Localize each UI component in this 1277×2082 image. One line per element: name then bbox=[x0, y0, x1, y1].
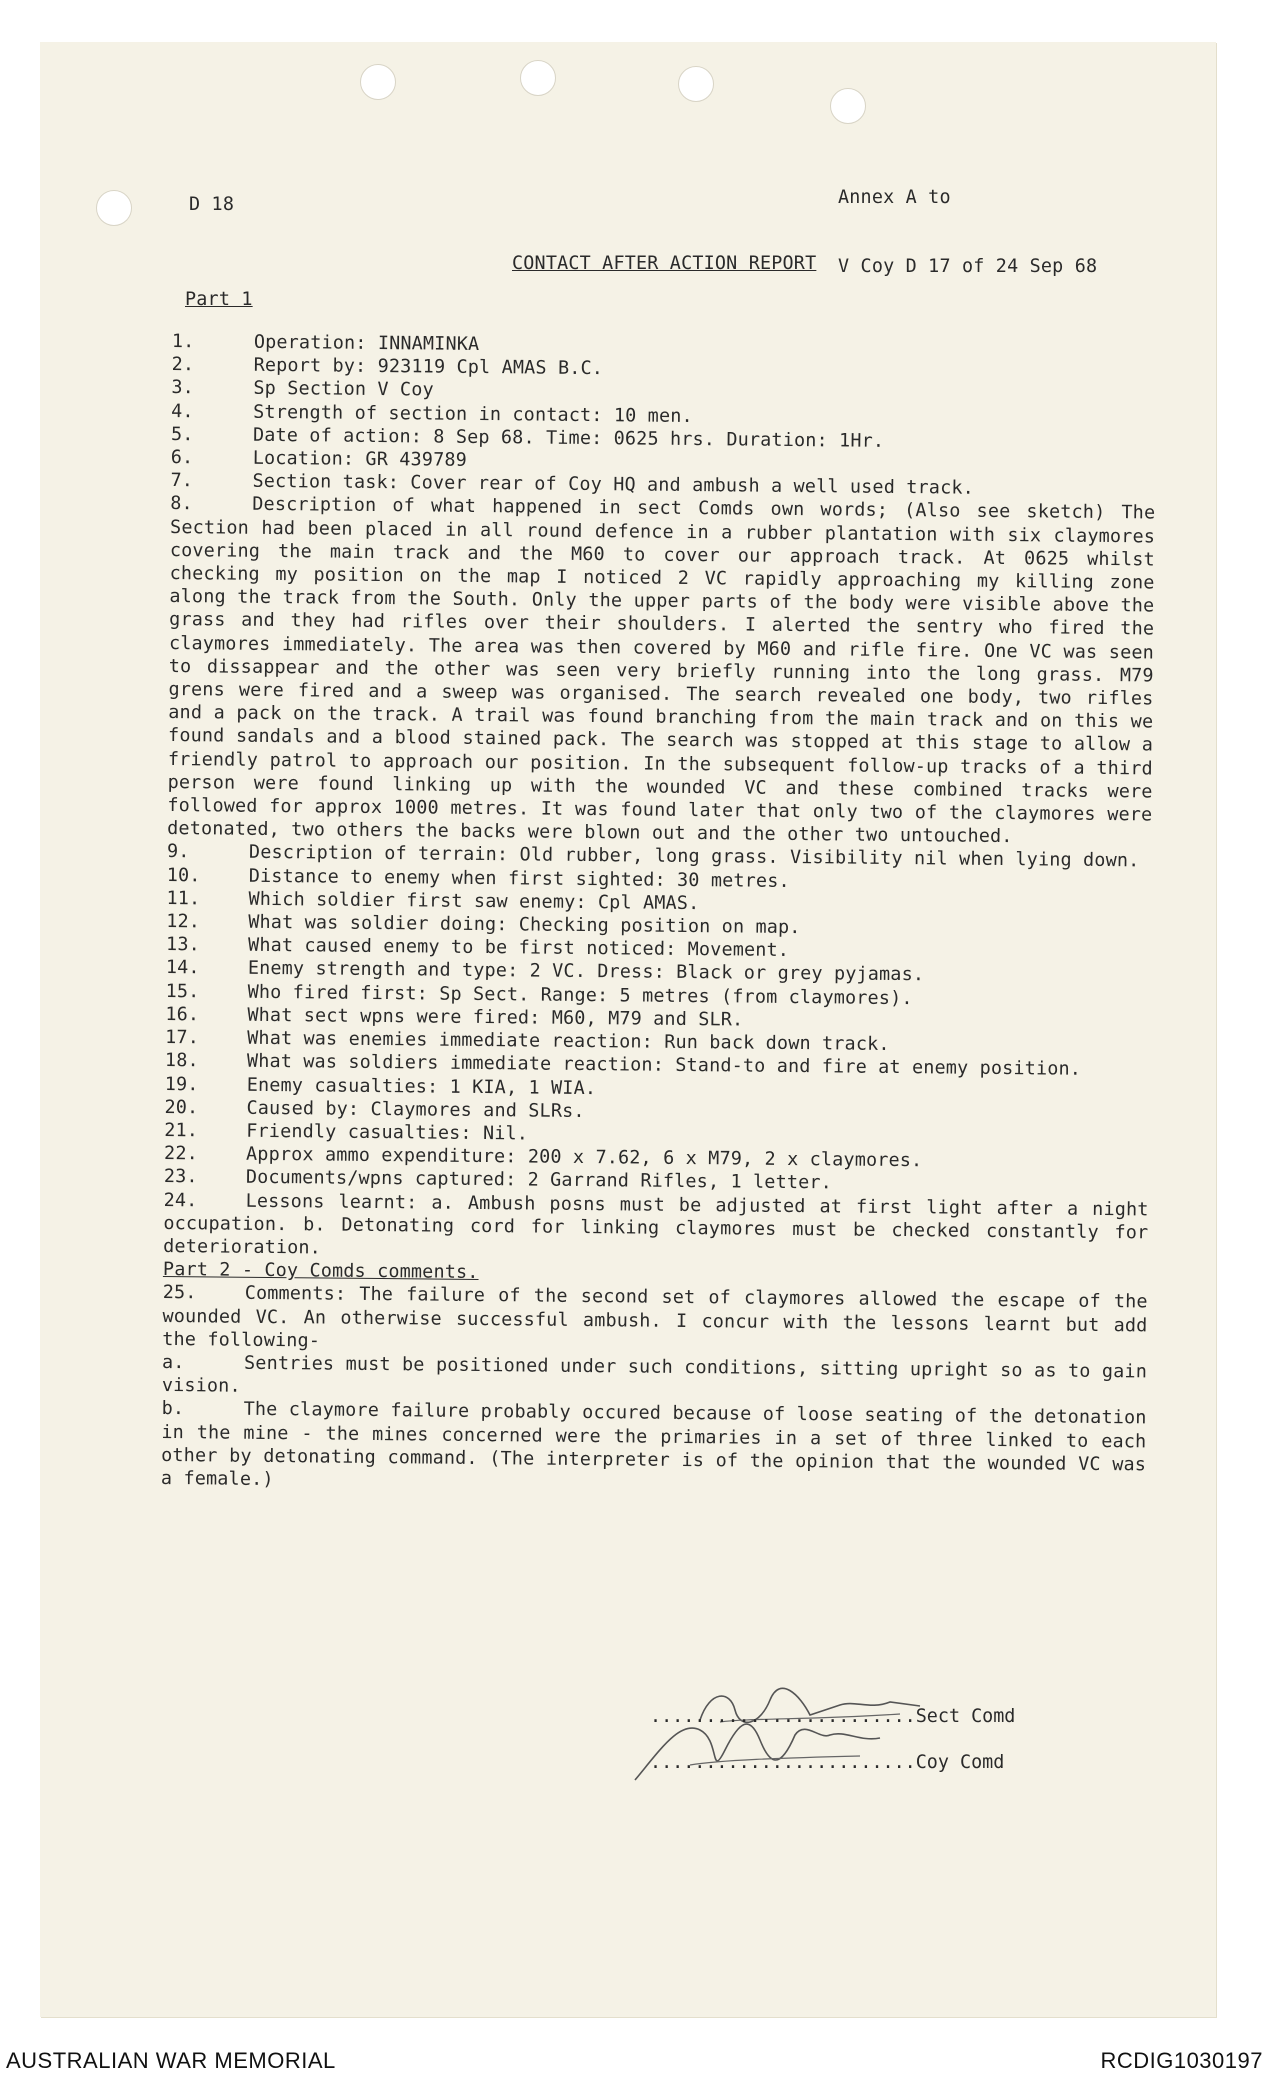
signature-block bbox=[630, 1680, 1090, 1790]
item-number: 19. bbox=[164, 1073, 199, 1095]
comment-label: a. bbox=[161, 1351, 185, 1374]
item-number: 22. bbox=[163, 1143, 199, 1165]
item-text: Friendly casualties: Nil. bbox=[246, 1120, 529, 1145]
item-number: 21. bbox=[164, 1119, 199, 1142]
archive-id: RCDIG1030197 bbox=[1100, 2048, 1263, 2073]
item-number: 15. bbox=[165, 980, 200, 1002]
item-text: Who fired first: Sp Sect. Range: 5 metres (from claymores). bbox=[247, 981, 913, 1009]
item-text: Comments: The failure of the second set of claymores allowed the escape of the wounded VC. An otherwise successful ambush. I concur with the lessons learnt but add the following- bbox=[162, 1283, 1148, 1352]
item-text: What was soldier doing: Checking position on map. bbox=[248, 911, 801, 939]
item-number: 2. bbox=[171, 354, 195, 376]
item-number: 9. bbox=[166, 841, 190, 863]
annex-line-2: V Coy D 17 of 24 Sep 68 bbox=[838, 256, 1098, 277]
item-number: 13. bbox=[165, 934, 201, 956]
item-text: What was enemies immediate reaction: Run back down track. bbox=[247, 1027, 890, 1056]
item-text: Report by: 923119 Cpl AMAS B.C. bbox=[253, 354, 604, 380]
item-text: Operation: INNAMINKA bbox=[253, 331, 480, 355]
item-text: Location: GR 439789 bbox=[252, 447, 468, 471]
item-number: 16. bbox=[165, 1003, 200, 1026]
item-text: What caused enemy to be first noticed: Movement. bbox=[247, 935, 790, 962]
item-number: 17. bbox=[165, 1027, 200, 1049]
item-number: 18. bbox=[164, 1050, 199, 1072]
item-number: 20. bbox=[164, 1096, 199, 1118]
item-24-lessons bbox=[163, 1188, 1149, 1267]
annex-line-1: Annex A to bbox=[838, 187, 951, 208]
item-text: Strength of section in contact: 10 men. bbox=[253, 401, 693, 427]
item-number: 23. bbox=[163, 1166, 198, 1188]
archive-source: AUSTRALIAN WAR MEMORIAL bbox=[6, 2048, 336, 2073]
item-number: 6. bbox=[170, 447, 194, 469]
sect-comd-line: ........................Sect Comd bbox=[650, 1706, 1016, 1727]
item-8-narrative bbox=[167, 492, 1155, 849]
punch-hole bbox=[96, 190, 132, 226]
item-number: 14. bbox=[165, 957, 200, 979]
item-text: Date of action: 8 Sep 68. Time: 0625 hrs. Duration: 1Hr. bbox=[252, 424, 885, 452]
item-text: Caused by: Claymores and SLRs. bbox=[246, 1097, 585, 1122]
item-text: Description of terrain: Old rubber, long grass. Visibility nil when lying down. bbox=[248, 842, 1140, 872]
item-number: 24. bbox=[163, 1189, 198, 1211]
item-number: 4. bbox=[171, 400, 194, 422]
report-title: CONTACT AFTER ACTION REPORT bbox=[512, 253, 817, 274]
item-number: 25. bbox=[162, 1282, 197, 1304]
comment-text: The claymore failure probably occured because of loose seating of the detonation in the mine - the mines concerned were the primaries in a set of three linked to each other by detonating command. (The interpreter is of the opinion that the wounded VC was a female.) bbox=[160, 1399, 1147, 1490]
item-text: What was soldiers immediate reaction: Stand-to and fire at enemy position. bbox=[246, 1051, 1082, 1081]
part-1-heading: Part 1 bbox=[185, 289, 253, 310]
item-number: 8. bbox=[170, 493, 193, 515]
item-25-comments bbox=[162, 1281, 1148, 1360]
coy-comd-line: ........................Coy Comd bbox=[650, 1752, 1005, 1773]
item-number: 3. bbox=[171, 377, 195, 399]
item-number: 11. bbox=[166, 887, 201, 910]
item-text: Section task: Cover rear of Coy HQ and ambush a well used track. bbox=[252, 470, 975, 499]
item-text: Which soldier first saw enemy: Cpl AMAS. bbox=[248, 888, 700, 914]
punch-hole bbox=[678, 66, 714, 102]
comment-text: Sentries must be positioned under such conditions, sitting upright so as to gain vision. bbox=[161, 1352, 1148, 1397]
punch-hole bbox=[520, 60, 556, 96]
item-text: Enemy casualties: 1 KIA, 1 WIA. bbox=[246, 1074, 597, 1099]
item-number: 10. bbox=[166, 864, 201, 886]
item-text: Enemy strength and type: 2 VC. Dress: Black or grey pyjamas. bbox=[247, 958, 925, 986]
item-text: Sp Section V Coy bbox=[253, 378, 434, 401]
punch-hole bbox=[360, 64, 396, 100]
annex-reference bbox=[838, 140, 1138, 301]
item-number: 1. bbox=[171, 330, 195, 353]
item-text: What sect wpns were fired: M60, M79 and SLR. bbox=[247, 1004, 744, 1031]
item-text: Distance to enemy when first sighted: 30 metres. bbox=[248, 865, 790, 892]
punch-hole bbox=[830, 88, 866, 124]
item-text: Description of what happened in sect Comds own words; (Also see sketch) The Section had been placed in all round defence in a rubber plantation with six claymores covering the main track and the M60 to cover our approach track. At 0625 whilst checking my position on the map I noticed 2 VC rapidly approaching my killing zone along the track from the South. Only the upper parts of the body were visible above the grass and they had rifles over their shoulders. I alerted the sentry who fired the claymores immediately. The area was then covered by M60 and rifle fire. One VC was seen to dissappear and the other was seen very briefly running into the long grass. M79 grens were fired and a sweep was organised. The search revealed one body, two rifles and a pack on the track. A trail was found branching from the main track and on this we found sandals and a blood stained pack. The search was stopped at this stage to allow a friendly patrol to approach our position. In the subsequent follow-up tracks of a third person were found linking up with the wounded VC and these combined tracks were followed for approx 1000 metres. It was found later that only two of the claymores were detonated, two others the backs were blown out and the other two untouched. bbox=[167, 494, 1156, 848]
item-text: Lessons learnt: a. Ambush posns must be adjusted at first light after a night occupation. b. Detonating cord for linking claymores must be checked constantly for deterioration. bbox=[163, 1190, 1149, 1259]
item-number: 7. bbox=[170, 470, 194, 492]
item-number: 12. bbox=[166, 911, 201, 933]
item-number: 5. bbox=[170, 423, 194, 446]
comment-b bbox=[161, 1397, 1147, 1499]
item-text: Approx ammo expenditure: 200 x 7.62, 6 x M79, 2 x claymores. bbox=[245, 1143, 923, 1172]
report-body bbox=[161, 330, 1157, 1500]
item-text: Documents/wpns captured: 2 Garrand Rifles, 1 letter. bbox=[245, 1167, 833, 1194]
document-number: D 18 bbox=[189, 194, 235, 215]
part-2-heading: Part 2 - Coy Comds comments. bbox=[162, 1259, 479, 1284]
comment-label: b. bbox=[161, 1398, 185, 1420]
